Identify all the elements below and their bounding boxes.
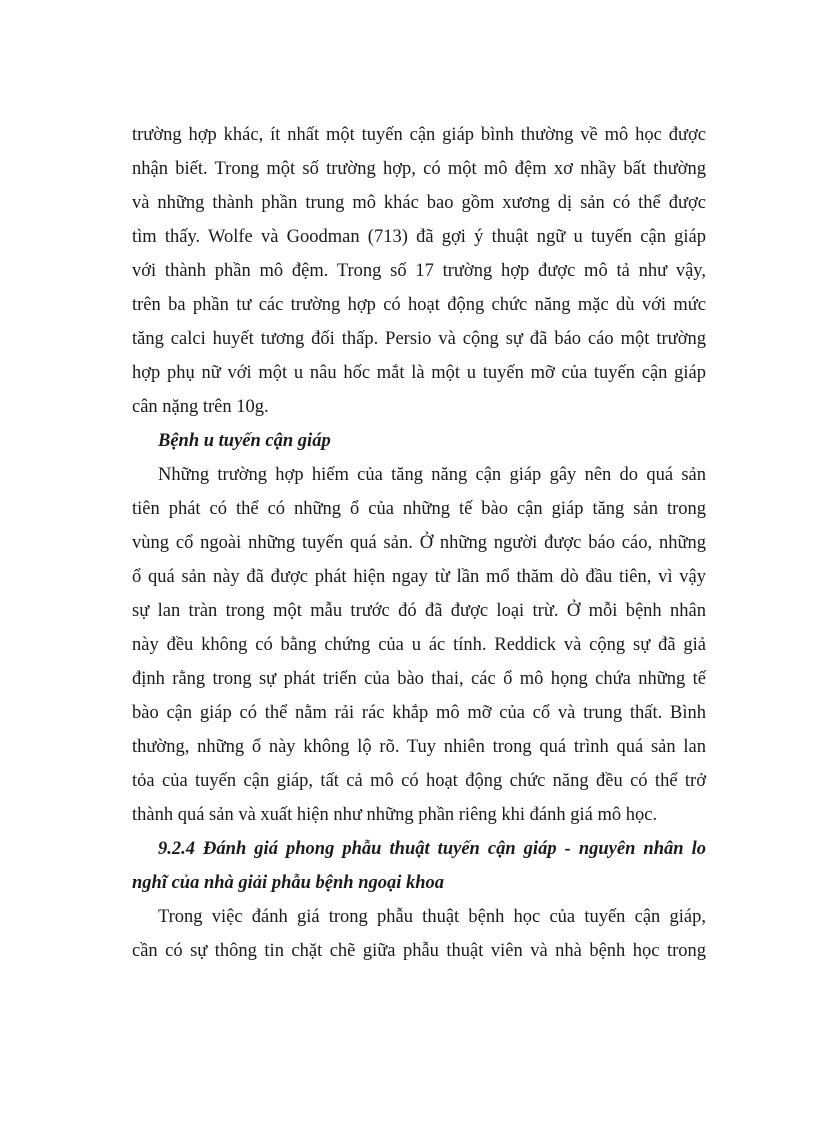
heading-line: Bệnh u tuyến cận giáp [158, 431, 331, 451]
document-page [132, 118, 706, 968]
text-line: vùng cổ ngoài những tuyến quá sản. Ở những người được báo cáo, những [132, 533, 706, 553]
text-line: tiên phát có thể có những ổ của những tế bào cận giáp tăng sản trong [132, 499, 706, 519]
text-line: với thành phần mô đệm. Trong số 17 trường hợp được mô tả như vậy, [132, 261, 706, 281]
text-line: thường, những ổ này không lộ rõ. Tuy nhiên trong quá trình quá sản lan [132, 737, 706, 757]
heading-line: nghĩ của nhà giải phẫu bệnh ngoại khoa [132, 873, 445, 893]
text-line: tỏa của tuyến cận giáp, tất cả mô có hoạt động chức năng đều có thể trở [132, 771, 706, 791]
text-line: ổ quá sản này đã được phát hiện ngay từ lần mổ thăm dò đầu tiên, vì vậy [132, 567, 706, 587]
text-line: bào cận giáp có thể nằm rải rác khắp mô mỡ của cổ và trung thất. Bình [132, 703, 706, 723]
paragraph [132, 458, 706, 832]
text-line: này đều không có bằng chứng của u ác tính. Reddick và cộng sự đã giả [132, 635, 706, 655]
text-line: trên ba phần tư các trường hợp có hoạt động chức năng mặc dù với mức [132, 295, 706, 315]
text-line: tăng calci huyết tương đối thấp. Persio và cộng sự đã báo cáo một trường [132, 329, 706, 349]
text-line: cân nặng trên 10g. [132, 397, 269, 417]
text-line: thành quá sản và xuất hiện như những phần riêng khi đánh giá mô học. [132, 805, 658, 825]
text-line: tìm thấy. Wolfe và Goodman (713) đã gợi ý thuật ngữ u tuyến cận giáp [132, 227, 706, 247]
section-heading [132, 424, 706, 458]
text-line: cần có sự thông tin chặt chẽ giữa phẫu thuật viên và nhà bệnh học trong [132, 941, 706, 961]
heading-line: 9.2.4 Đánh giá phong phẫu thuật tuyến cận giáp - nguyên nhân lo [158, 839, 706, 859]
section-heading [132, 832, 706, 900]
text-line: định rằng trong sự phát triển của bào thai, các ổ mô họng chứa những tế [132, 669, 706, 689]
text-line: và những thành phần trung mô khác bao gồm xương dị sản có thể được [132, 193, 706, 213]
paragraph [132, 118, 706, 424]
text-line: Những trường hợp hiếm của tăng năng cận giáp gây nên do quá sản [158, 465, 706, 485]
text-line: nhận biết. Trong một số trường hợp, có một mô đệm xơ nhầy bất thường [132, 159, 706, 179]
text-line: hợp phụ nữ với một u nâu hốc mắt là một u tuyến mỡ của tuyến cận giáp [132, 363, 706, 383]
paragraph [132, 900, 706, 968]
text-line: trường hợp khác, ít nhất một tuyến cận giáp bình thường về mô học được [132, 125, 706, 145]
text-line: sự lan tràn trong một mẫu trước đó đã được loại trừ. Ở mỗi bệnh nhân [132, 601, 706, 621]
text-line: Trong việc đánh giá trong phẫu thuật bệnh học của tuyến cận giáp, [158, 907, 706, 927]
